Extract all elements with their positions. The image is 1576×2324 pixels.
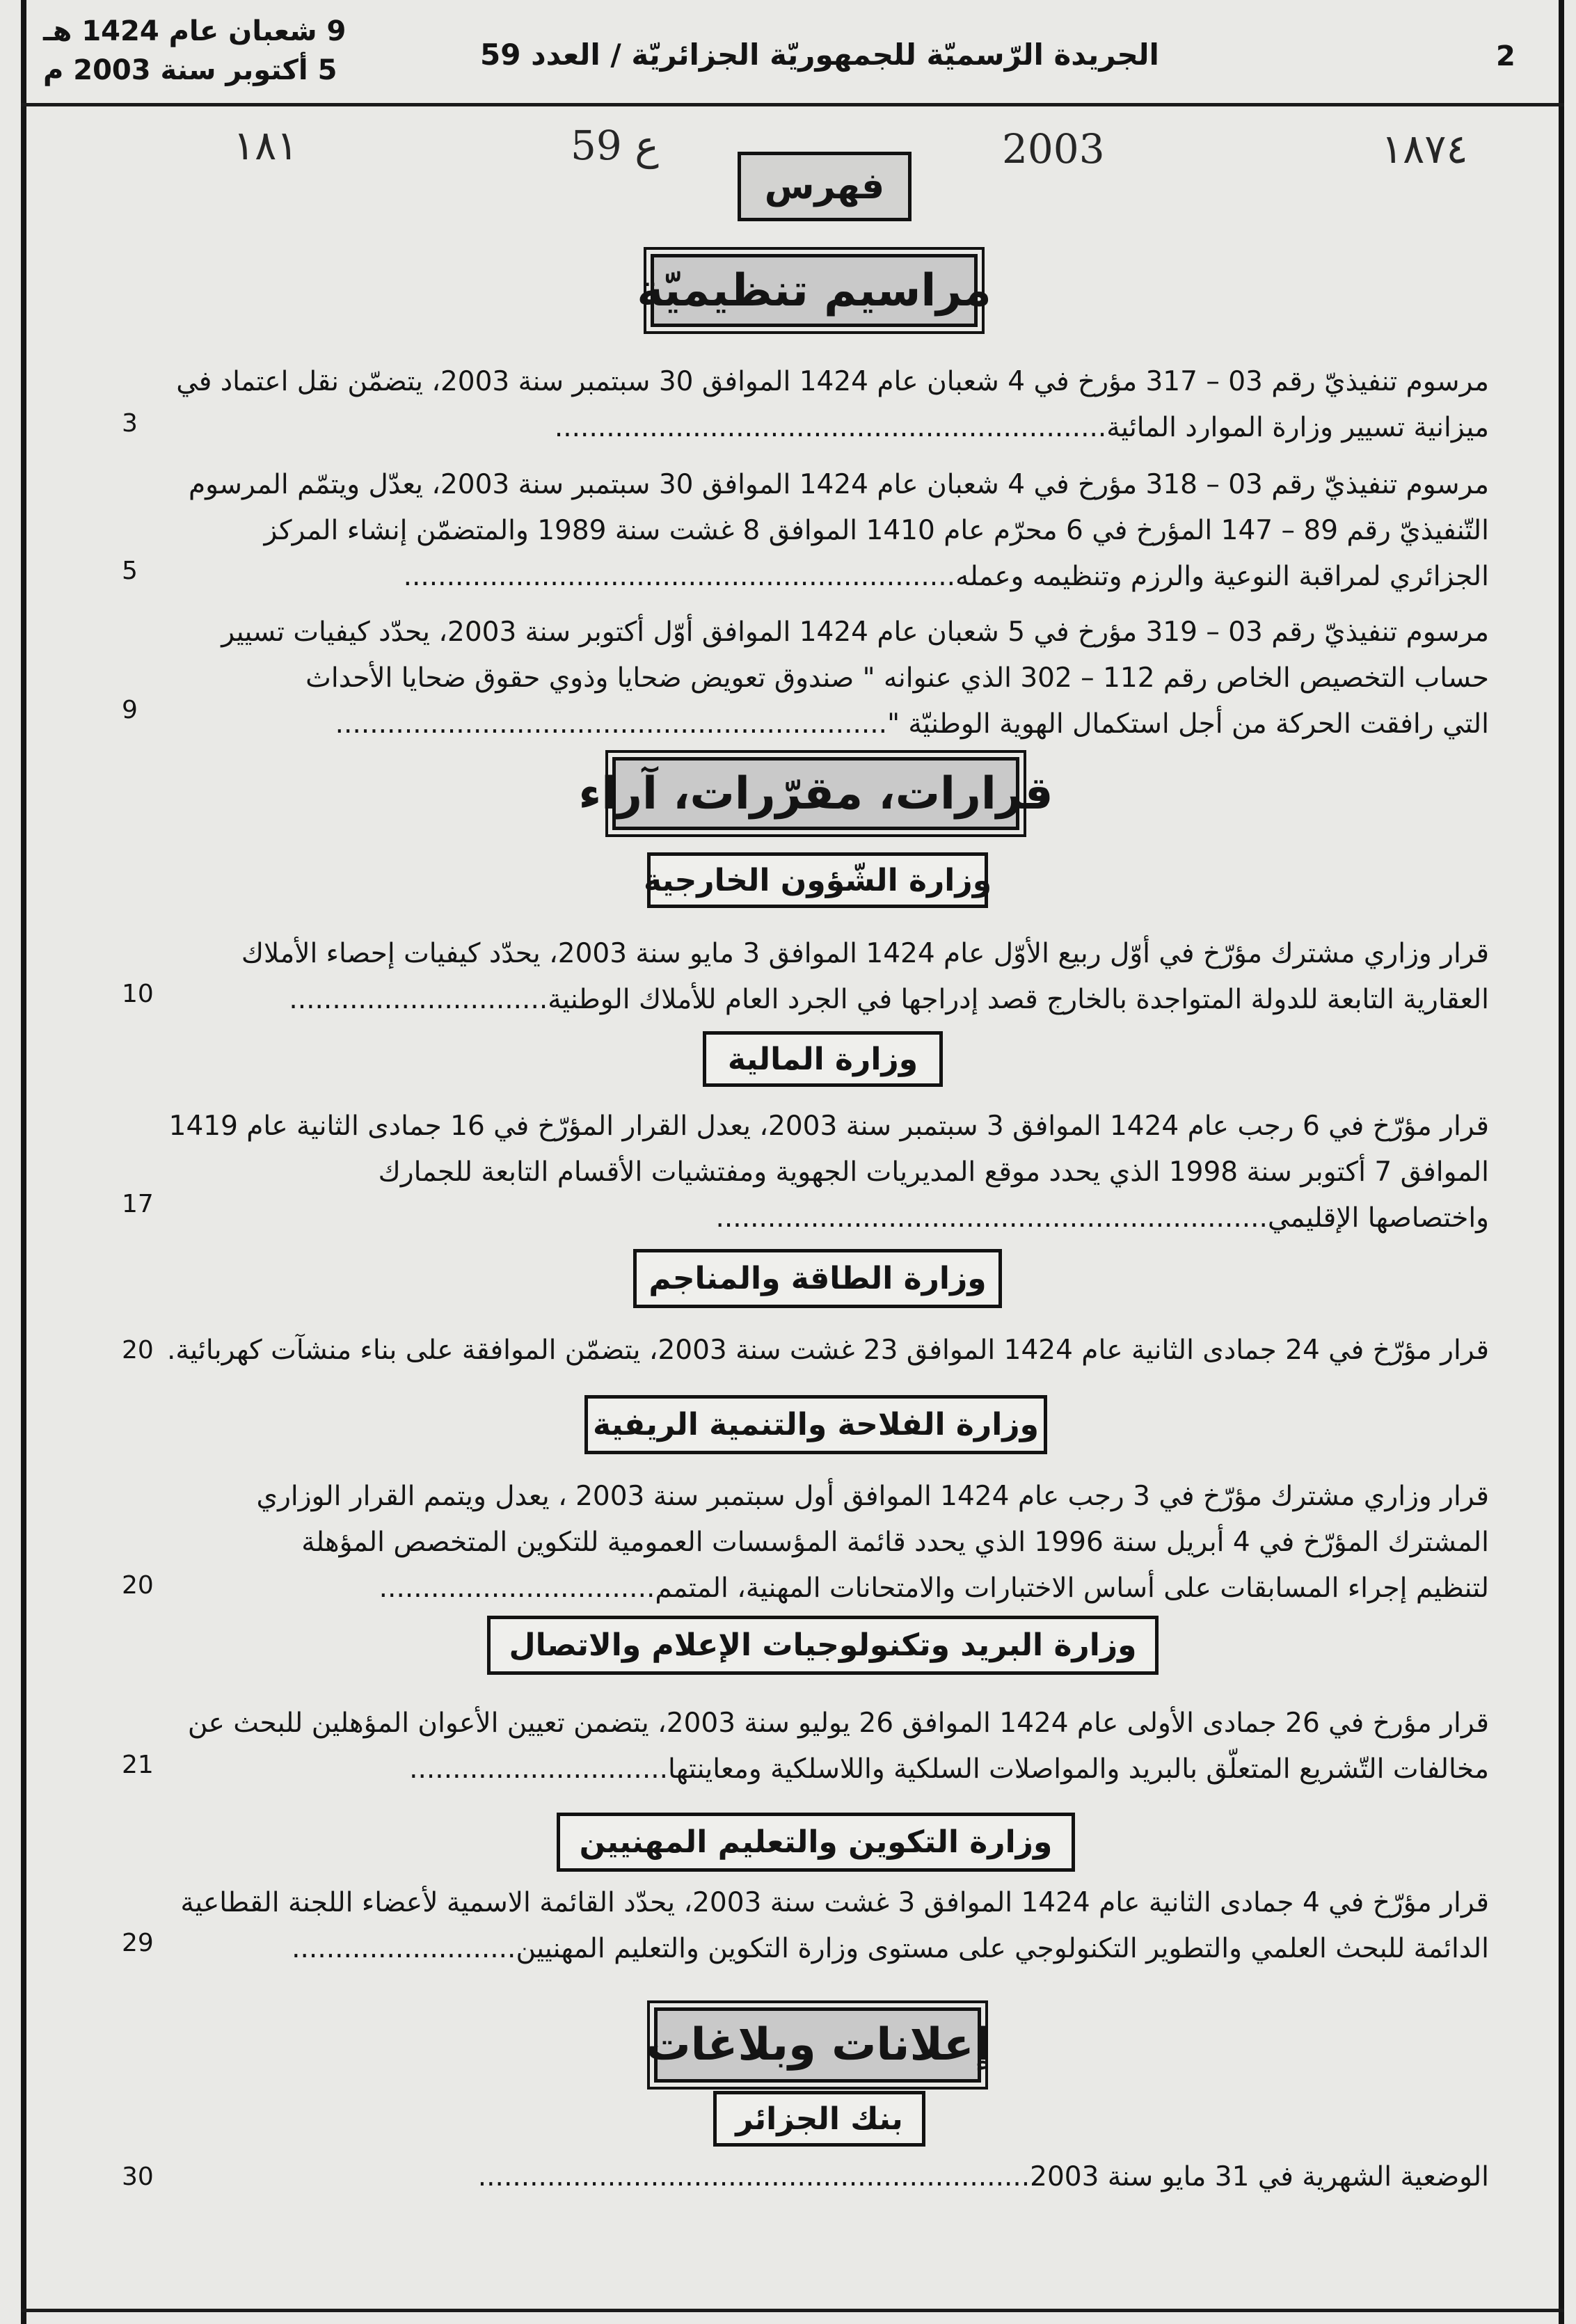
handwritten-note-left: ١٨١	[233, 122, 299, 169]
toc-entry[interactable]	[104, 2157, 1489, 2203]
page-ref: 20	[122, 1336, 154, 1364]
gazette-title: الجريدة الرّسميّة للجمهوريّة الجزائريّة / العدد 59	[480, 38, 1159, 72]
date-hijri: 9 شعبان عام 1424 هـ	[43, 15, 347, 47]
page-frame-left	[21, 0, 26, 2324]
entry-line: قرار مؤرخ في 26 جمادى الأولى عام 1424 الموافق 26 يوليو سنة 2003، يتضمن تعيين الأعوان المؤهلين للبحث عن	[187, 1708, 1489, 1739]
handwritten-note-center: 59 ع	[571, 122, 659, 169]
entry-line: قرار مؤرّخ في 4 جمادى الثانية عام 1424 الموافق 3 غشت سنة 2003، يحدّد القائمة الاسمية لأعضاء اللجنة القطاعية	[180, 1887, 1489, 1918]
entry-line: الوضعية الشهرية في 31 مايو سنة 2003................................................................	[477, 2161, 1489, 2192]
ministry-heading-agriculture: وزارة الفلاحة والتنمية الريفية	[584, 1395, 1047, 1454]
page-ref: 5	[122, 557, 138, 585]
header-rule	[21, 103, 1564, 106]
toc-entry[interactable]	[104, 612, 1489, 750]
ministry-heading-energy-mines: وزارة الطاقة والمناجم	[633, 1249, 1002, 1308]
page-ref: 21	[122, 1751, 154, 1779]
toc-entry[interactable]	[104, 1703, 1489, 1795]
entry-line: مخالفات التّشريع المتعلّق بالبريد والمواصلات السلكية واللاسلكية ومعاينتها..............................	[409, 1753, 1489, 1785]
page-ref: 29	[122, 1929, 154, 1957]
entry-line: واختصاصها الإقليمي................................................................	[715, 1202, 1489, 1234]
entry-line: قرار وزاري مشترك مؤرّخ في 3 رجب عام 1424 الموافق أول سبتمبر سنة 2003 ، يعدل ويتمم القرار الوزاري	[256, 1481, 1489, 1512]
toc-entry[interactable]	[104, 1330, 1489, 1376]
page-ref: 9	[122, 696, 138, 724]
ministry-heading-bank-of-algeria: بنك الجزائر	[713, 2091, 925, 2147]
entry-line: الجزائري لمراقبة النوعية والرزم وتنظيمه وعمله................................................................	[403, 561, 1489, 592]
toc-entry[interactable]	[104, 1106, 1489, 1244]
section-heading-announcements: إعلانات وبلاغات	[654, 2007, 981, 2083]
entry-line: الموافق 7 أكتوبر سنة 1998 الذي يحدد موقع المديريات الجهوية ومفتشيات الأقسام التابعة للجمارك	[378, 1156, 1489, 1188]
entry-line: قرار وزاري مشترك مؤرّخ في أوّل ربيع الأوّل عام 1424 الموافق 3 مايو سنة 2003، يحدّد كيفيات إحصاء الأملاك	[241, 938, 1489, 969]
entry-line: ميزانية تسيير وزارة الموارد المائية................................................................	[554, 412, 1489, 443]
entry-line: الدائمة للبحث العلمي والتطوير التكنولوجي على مستوى وزارة التكوين والتعليم المهنيين..........................	[292, 1933, 1489, 1964]
entry-line: مرسوم تنفيذيّ رقم 03 – 317 مؤرخ في 4 شعبان عام 1424 الموافق 30 سبتمبر سنة 2003، يتضمّن نقل اعتماد في	[176, 366, 1489, 397]
page-ref: 30	[122, 2163, 154, 2191]
entry-line: مرسوم تنفيذيّ رقم 03 – 318 مؤرخ في 4 شعبان عام 1424 الموافق 30 سبتمبر سنة 2003، يعدّل ويتمّم المرسوم	[189, 469, 1489, 500]
footer-rule	[21, 2309, 1564, 2312]
toc-entry[interactable]	[104, 465, 1489, 603]
page-ref: 20	[122, 1571, 154, 1600]
date-gregorian: 5 أكتوبر سنة 2003 م	[43, 54, 337, 86]
ministry-heading-foreign-affairs: وزارة الشّؤون الخارجية	[647, 852, 988, 908]
page-ref: 3	[122, 409, 138, 438]
page-header	[0, 0, 1576, 104]
ministry-heading-vocational-training: وزارة التكوين والتعليم المهنيين	[557, 1813, 1075, 1872]
index-title: فهرس	[738, 152, 912, 221]
page-ref: 10	[122, 980, 154, 1008]
entry-line: التي رافقت الحركة من أجل استكمال الهوية الوطنيّة "................................................................	[335, 708, 1489, 740]
entry-line: المشترك المؤرّخ في 4 أبريل سنة 1996 الذي يحدد قائمة المؤسسات العمومية للتكوين المتخصص المؤهلة	[301, 1527, 1489, 1558]
page-number: 2	[1496, 40, 1515, 72]
handwritten-note-right: ١٨٧٤	[1381, 125, 1468, 173]
toc-entry[interactable]	[104, 362, 1489, 454]
section-heading-decisions: قرارات، مقرّرات، آراء	[612, 757, 1019, 830]
toc-entry[interactable]	[104, 934, 1489, 1026]
handwritten-year: 2003	[1002, 125, 1105, 173]
page-frame-right	[1559, 0, 1564, 2324]
entry-line: لتنظيم إجراء المسابقات على أساس الاختبارات والامتحانات المهنية، المتمم................................	[379, 1573, 1489, 1604]
ministry-heading-finance: وزارة المالية	[703, 1031, 943, 1087]
entry-line: قرار مؤرّخ في 6 رجب عام 1424 الموافق 3 سبتمبر سنة 2003، يعدل القرار المؤرّخ في 16 جمادى الثانية عام 1419	[168, 1111, 1489, 1142]
toc-entry[interactable]	[104, 1883, 1489, 1975]
entry-line: حساب التخصيص الخاص رقم 112 – 302 الذي عنوانه " صندوق تعويض ضحايا وذوي حقوق ضحايا الأحداث	[305, 662, 1489, 694]
section-heading-regulatory-decrees: مراسيم تنظيميّة	[651, 254, 978, 327]
toc-entry[interactable]	[104, 1477, 1489, 1614]
entry-line: العقارية التابعة للدولة المتواجدة بالخارج قصد إدراجها في الجرد العام للأملاك الوطنية..............................	[289, 984, 1489, 1015]
ministry-heading-post-ict: وزارة البريد وتكنولوجيات الإعلام والاتصال	[487, 1616, 1159, 1675]
entry-line: مرسوم تنفيذيّ رقم 03 – 319 مؤرخ في 5 شعبان عام 1424 الموافق أوّل أكتوبر سنة 2003، يحدّد كيفيات تسيير	[221, 616, 1489, 648]
page-ref: 17	[122, 1190, 154, 1218]
entry-line: التّنفيذيّ رقم 89 – 147 المؤرخ في 6 محرّم عام 1410 الموافق 8 غشت سنة 1989 والمتضمّن إنشاء المركز	[264, 515, 1489, 546]
entry-line: قرار مؤرّخ في 24 جمادى الثانية عام 1424 الموافق 23 غشت سنة 2003، يتضمّن الموافقة على بناء منشآت كهربائية.	[166, 1335, 1489, 1366]
